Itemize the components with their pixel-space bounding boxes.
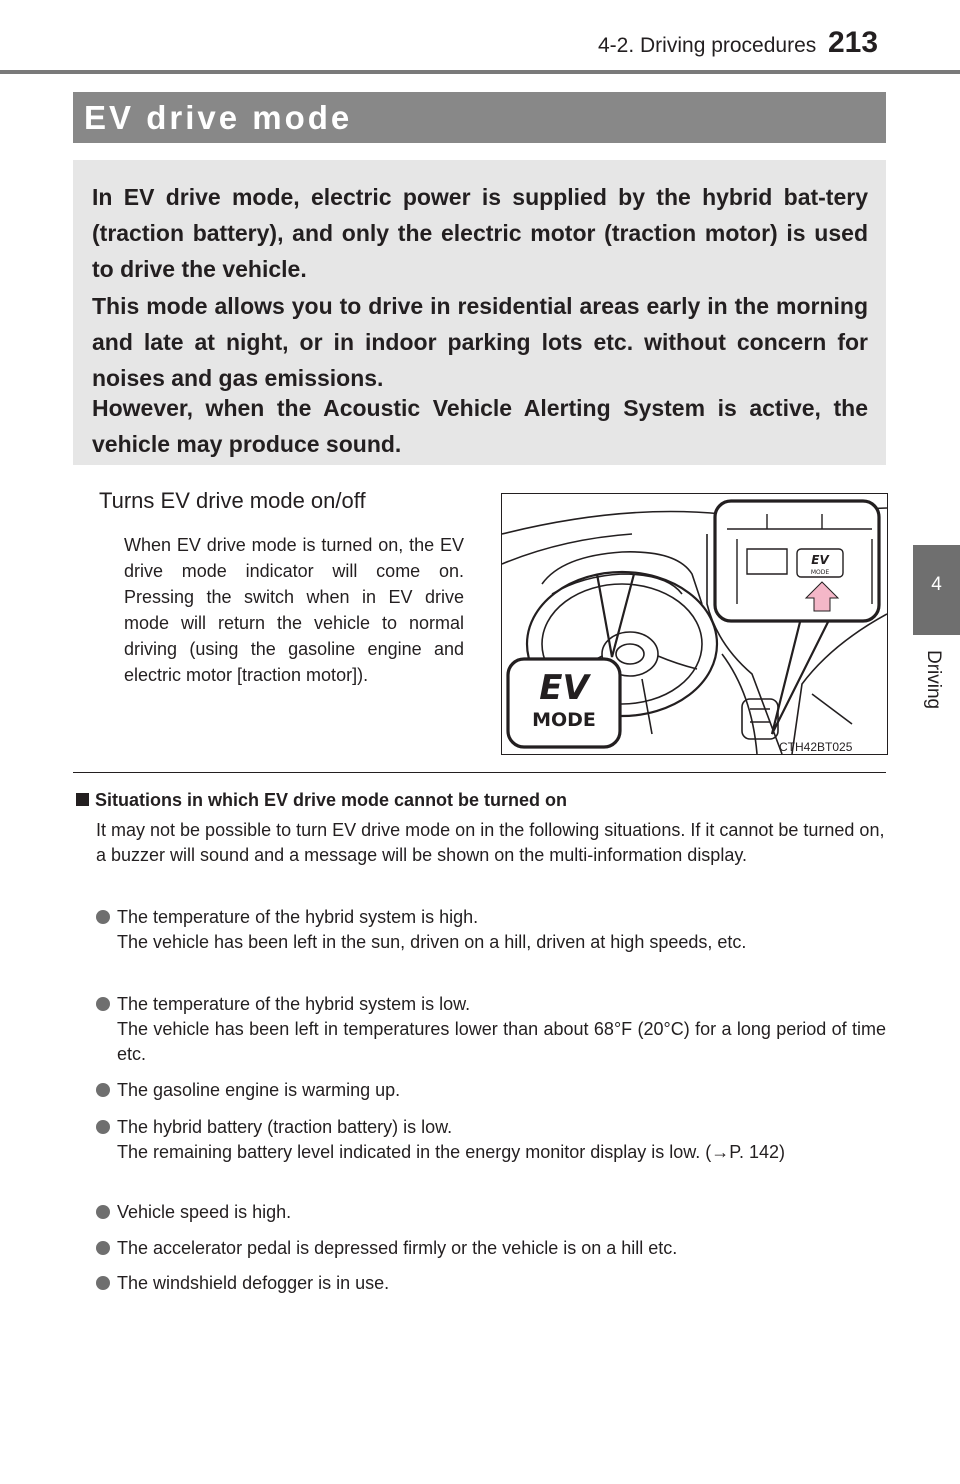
small-ev-label: EV (811, 553, 829, 567)
list-item (96, 992, 886, 1067)
list-item (96, 1115, 886, 1165)
small-mode-label: MODE (810, 569, 830, 576)
intro-paragraph-3: However, when the Acoustic Vehicle Alerting System is active, the vehicle may produce sound. (92, 395, 868, 457)
intro-paragraph-1: In EV drive mode, electric power is supplied by the hybrid bat-tery (traction battery), and only the electric motor (traction motor) is used to drive the vehicle. (92, 184, 868, 282)
running-header-section: 4-2. Driving procedures (598, 34, 817, 57)
list-item-text: The hybrid battery (traction battery) is low. (117, 1117, 453, 1137)
page-number: 213 (828, 26, 879, 59)
illustration-code: CTH42BT025 (779, 740, 853, 754)
list-item-text: The accelerator pedal is depressed firmly or the vehicle is on a hill etc. (117, 1238, 678, 1258)
situations-intro: It may not be possible to turn EV drive mode on in the following situations. If it cannot be turned on, a buzzer will sound and a message will be shown on the multi-information display. (96, 820, 885, 865)
ev-button-label: EV (539, 668, 589, 708)
list-item (96, 1200, 886, 1225)
turns-heading: Turns EV drive mode on/off (99, 488, 366, 513)
list-item-detail: The vehicle has been left in the sun, driven on a hill, driven at high speeds, etc. (117, 932, 747, 952)
list-item-detail: The remaining battery level indicated in the energy monitor display is low. (→P. 142) (117, 1142, 786, 1162)
list-item (96, 1271, 886, 1296)
list-item (96, 905, 886, 955)
mode-button-label: MODE (532, 709, 596, 731)
list-item-text: The temperature of the hybrid system is high. (117, 907, 479, 927)
list-item-text: The windshield defogger is in use. (117, 1273, 390, 1293)
list-item-detail: The vehicle has been left in temperatures lower than about 68°F (20°C) for a long period of time etc. (117, 1019, 886, 1064)
bullet-dot-icon (96, 997, 110, 1011)
list-item (96, 1236, 886, 1261)
bullet-dot-icon (96, 1083, 110, 1097)
intro-paragraph-2: This mode allows you to drive in residential areas early in the morning and late at night, or in indoor parking lots etc. without concern for noises and gas emissions. (92, 293, 868, 391)
dashboard-drawing (502, 494, 887, 754)
square-bullet-icon (76, 793, 89, 806)
ev-mode-illustration (501, 493, 888, 755)
intro-box (73, 160, 886, 465)
chapter-number: 4 (931, 574, 942, 595)
bullet-dot-icon (96, 1120, 110, 1134)
chapter-label (918, 650, 948, 730)
bullet-dot-icon (96, 910, 110, 924)
bullet-dot-icon (96, 1205, 110, 1219)
bullet-dot-icon (96, 1241, 110, 1255)
list-item-text: The temperature of the hybrid system is low. (117, 994, 471, 1014)
list-item (96, 1078, 886, 1103)
header-rule (0, 70, 960, 74)
situations-heading-text: Situations in which EV drive mode cannot be turned on (95, 790, 568, 810)
situations-heading (76, 790, 567, 811)
bullet-dot-icon (96, 1276, 110, 1290)
turns-description: When EV drive mode is turned on, the EV drive mode indicator will come on. Pressing the switch when in EV drive mode will return the vehicle to normal driving (using the gasoline engine and electric motor [traction motor]). (124, 535, 464, 685)
chapter-label-text: Driving (923, 650, 944, 710)
section-rule (73, 772, 886, 773)
list-item-text: The gasoline engine is warming up. (117, 1080, 401, 1100)
list-item-text: Vehicle speed is high. (117, 1202, 292, 1222)
section-title: EV drive mode (84, 99, 353, 136)
